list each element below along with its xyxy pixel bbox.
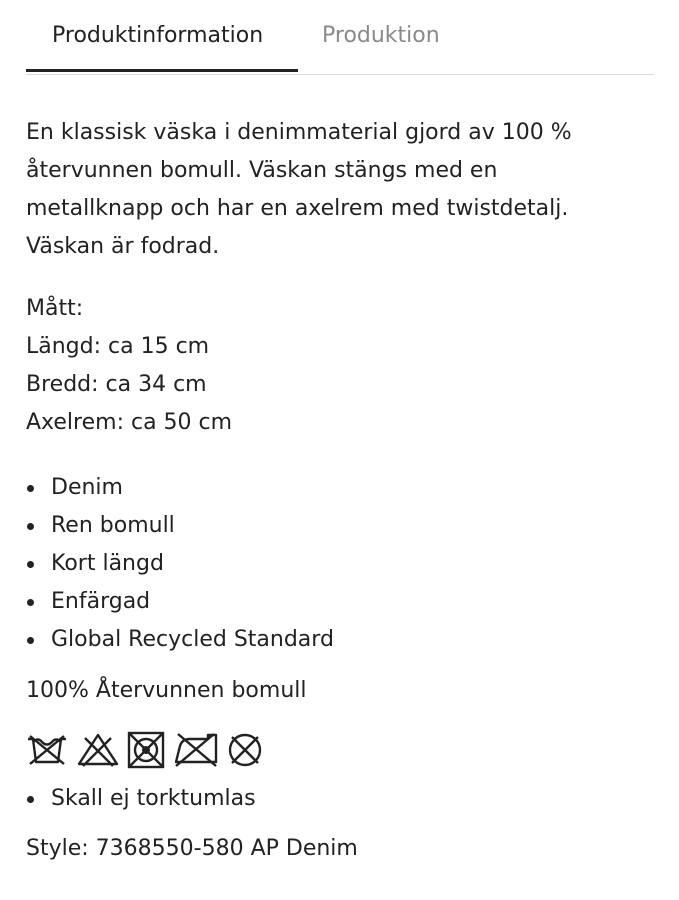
feature-item: Denim [26, 469, 334, 507]
do-not-iron-icon [172, 730, 220, 770]
tab-produktinformation[interactable]: Produktinformation [52, 23, 264, 48]
tab-bar [26, 0, 654, 75]
feature-item: Ren bomull [26, 507, 334, 545]
feature-item: Kort längd [26, 545, 334, 583]
style-number: Style: 7368550-580 AP Denim [26, 836, 358, 861]
description-line: En klassisk väska i denimmaterial gjord av 100 % [26, 120, 572, 145]
do-not-bleach-icon [77, 730, 119, 770]
measurement-width: Bredd: ca 34 cm [26, 372, 207, 397]
do-not-wash-icon [26, 730, 68, 770]
tab-produktion[interactable]: Produktion [322, 23, 440, 48]
care-note: Skall ej torktumlas [26, 780, 256, 818]
do-not-tumble-dry-icon [125, 730, 167, 770]
care-instructions [26, 780, 256, 818]
measurement-strap: Axelrem: ca 50 cm [26, 410, 233, 435]
feature-item: Enfärgad [26, 583, 334, 621]
feature-list [26, 469, 334, 659]
product-description [26, 114, 656, 266]
measurements [26, 290, 232, 442]
measurements-heading: Mått: [26, 296, 84, 321]
description-line: Väskan är fodrad. [26, 234, 220, 259]
feature-item: Global Recycled Standard [26, 621, 334, 659]
material-composition: 100% Återvunnen bomull [26, 678, 307, 703]
do-not-dry-clean-icon [225, 730, 265, 770]
active-tab-indicator [26, 69, 298, 72]
description-line: återvunnen bomull. Väskan stängs med en [26, 158, 498, 183]
measurement-length: Längd: ca 15 cm [26, 334, 210, 359]
description-line: metallknapp och har en axelrem med twistdetalj. [26, 196, 569, 221]
